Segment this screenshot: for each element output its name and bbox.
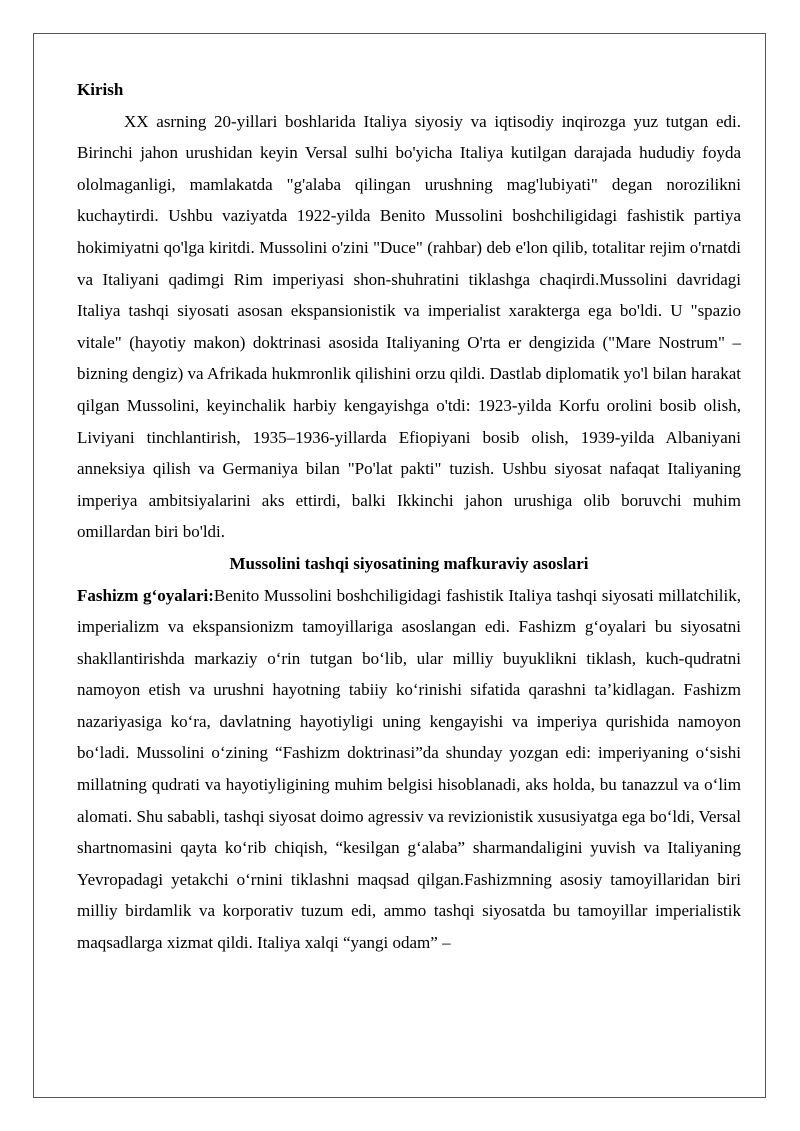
section-lead: Fashizm g‘oyalari: [77,585,214,605]
intro-heading: Kirish [77,80,124,99]
section-paragraph [77,580,741,959]
intro-paragraph: XX asrning 20-yillari boshlarida Italiya siyosiy va iqtisodiy inqirozga yuz tutgan edi. Birinchi jahon urushidan keyin Versal sulhi bo'yicha Italiya kutilgan darajada hududiy foyda ololmaganligi, mamlakatda "g'alaba qilingan urushning mag'lubiyati" degan norozilikni kuchaytirdi. Ushbu vaziyatda 1922-yilda Benito Mussolini boshchiligidagi fashistik partiya hokimiyatni qo'lga kiritdi. Mussolini o'zini "Duce" (rahbar) deb e'lon qilib, totalitar rejim o'rnatdi va Italiyani qadimgi Rim imperiyasi shon-shuhratini tiklashga chaqirdi.Mussolini davridagi Italiya tashqi siyosati asosan ekspansionistik va imperialist xarakterga ega bo'ldi. U "spazio vitale" (hayotiy makon) doktrinasi asosida Italiyaning O'rta er dengizida ("Mare Nostrum" – bizning dengiz) va Afrikada hukmronlik qilishini orzu qildi. Dastlab diplomatik yo'l bilan harakat qilgan Mussolini, keyinchalik harbiy kengayishga o'tdi: 1923-yilda Korfu orolini bosib olish, Liviyani tinchlantirish, 1935–1936-yillarda Efiopiyani bosib olish, 1939-yilda Albaniyani anneksiya qilish va Germaniya bilan "Po'lat pakti" tuzish. Ushbu siyosat nafaqat Italiyaning imperiya ambitsiyalarini aks ettirdi, balki Ikkinchi jahon urushiga olib boruvchi muhim omillardan biri bo'ldi. [77,111,741,542]
section-title: Mussolini tashqi siyosatining mafkuraviy asoslari [229,553,589,573]
section-paragraph-text: Benito Mussolini boshchiligidagi fashistik Italiya tashqi siyosati millatchilik, imperializm va ekspansionizm tamoyillariga asoslangan edi. Fashizm g‘oyalari bu siyosatni shakllantirishda markaziy o‘rin tutgan bo‘lib, ular milliy buyuklikni tiklash, kuch-qudratni namoyon etish va urushni hayotning tabiiy ko‘rinishi sifatida qarashni ta’kidlagan. Fashizm nazariyasiga ko‘ra, davlatning hayotiyligi uning kengayishi va imperiya qurishida namoyon bo‘ladi. Mussolini o‘zining “Fashizm doktrinasi”da shunday yozgan edi: imperiyaning o‘sishi millatning qudrati va hayotiyligining muhim belgisi hisoblanadi, aks holda, bu tanazzul va o‘lim alomati. Shu sababli, tashqi siyosat doimo agressiv va revizionistik xususiyatga ega bo‘ldi, Versal shartnomasini qayta ko‘rib chiqish, “kesilgan g‘alaba” sharmandaligini yuvish va Italiyaning Yevropadagi yetakchi o‘rnini tiklashni maqsad qilgan.Fashizmning asosiy tamoyillaridan biri milliy birdamlik va korporativ tuzum edi, ammo tashqi siyosatda bu tamoyillar imperialistik maqsadlarga xizmat qildi. Italiya xalqi “yangi odam” – [77,585,741,953]
document-body [77,74,741,959]
